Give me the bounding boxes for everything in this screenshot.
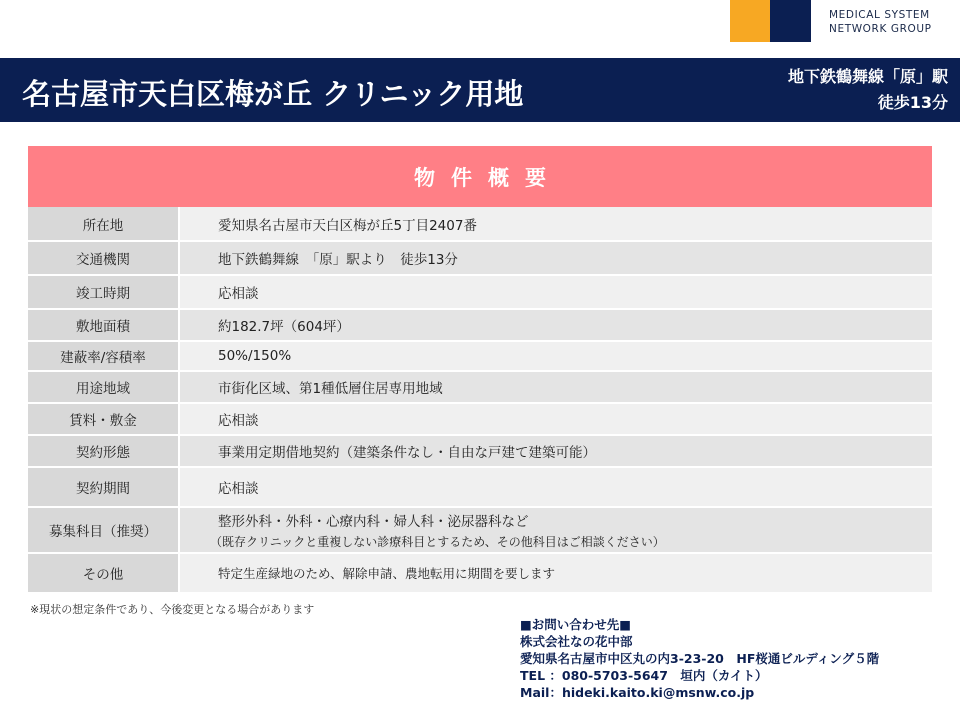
station-line: 地下鉄鶴舞線「原」駅 — [787, 67, 948, 86]
logo-orange-square — [730, 0, 770, 42]
table-row — [28, 275, 932, 309]
table-row — [28, 241, 932, 275]
row-value: 50%/150% — [179, 341, 932, 371]
row-label: 用途地域 — [28, 371, 179, 403]
title-bar — [0, 58, 960, 122]
walk-time: 徒歩13分 — [877, 93, 948, 112]
table-row — [28, 553, 932, 593]
contact-tel: TEL ：080-5703-5647 垣内（カイト） — [520, 668, 768, 683]
row-value: 応相談 — [179, 403, 932, 435]
row-value: 事業用定期借地契約（建築条件なし・自由な戸建て建築可能） — [179, 435, 932, 467]
property-table — [28, 207, 932, 594]
contact-mail: Mail：hideki.kaito.ki@msnw.co.jp — [520, 685, 755, 700]
row-value: 応相談 — [179, 275, 932, 309]
row-label: 竣工時期 — [28, 275, 179, 309]
row-note: （既存クリニックと重複しない診療科目とするため、その他科目はご相談ください） — [210, 535, 665, 549]
contact-heading: ■お問い合わせ先■ — [520, 617, 632, 632]
row-value: 応相談 — [179, 467, 932, 507]
contact-company: 株式会社なの花中部 — [520, 634, 633, 649]
row-label: その他 — [28, 553, 179, 593]
row-value: 市街化区域、第1種低層住居専用地域 — [179, 371, 932, 403]
row-value: 特定生産緑地のため、解除申請、農地転用に期間を要します — [179, 553, 932, 593]
table-row — [28, 403, 932, 435]
row-label: 契約形態 — [28, 435, 179, 467]
logo-text — [829, 8, 932, 36]
row-label: 建蔽率/容積率 — [28, 341, 179, 371]
row-label: 敷地面積 — [28, 309, 179, 341]
row-value: 約182.7坪（604坪） — [179, 309, 932, 341]
footnote: ※現状の想定条件であり、今後変更となる場合があります — [30, 603, 315, 616]
logo-line-1: MEDICAL SYSTEM — [829, 9, 930, 21]
row-value: 整形外科・外科・心療内科・婦人科・泌尿器科など — [218, 514, 529, 530]
logo-line-2: NETWORK GROUP — [829, 23, 932, 35]
table-row — [28, 207, 932, 241]
table-row — [28, 371, 932, 403]
table-row — [28, 507, 932, 553]
page-title: 名古屋市天白区梅が丘 クリニック用地 — [22, 77, 524, 111]
row-label: 契約期間 — [28, 467, 179, 507]
table-row — [28, 309, 932, 341]
summary-heading: 物件概要 — [28, 146, 932, 207]
company-logo — [730, 0, 811, 42]
row-label: 交通機関 — [28, 241, 179, 275]
table-row — [28, 341, 932, 371]
table-row — [28, 435, 932, 467]
row-label: 所在地 — [28, 207, 179, 241]
station-info — [788, 64, 948, 116]
row-label: 賃料・敷金 — [28, 403, 179, 435]
row-value: 愛知県名古屋市天白区梅が丘5丁目2407番 — [179, 207, 932, 241]
property-summary — [28, 146, 932, 594]
row-value: 地下鉄鶴舞線 「原」駅より 徒歩13分 — [179, 241, 932, 275]
table-row — [28, 467, 932, 507]
contact-block — [520, 616, 879, 701]
row-label: 募集科目（推奨） — [28, 507, 179, 553]
logo-navy-square — [770, 0, 811, 42]
row-value-cell — [179, 507, 932, 553]
contact-address: 愛知県名古屋市中区丸の内3-23-20 HF桜通ビルディング５階 — [520, 651, 880, 666]
